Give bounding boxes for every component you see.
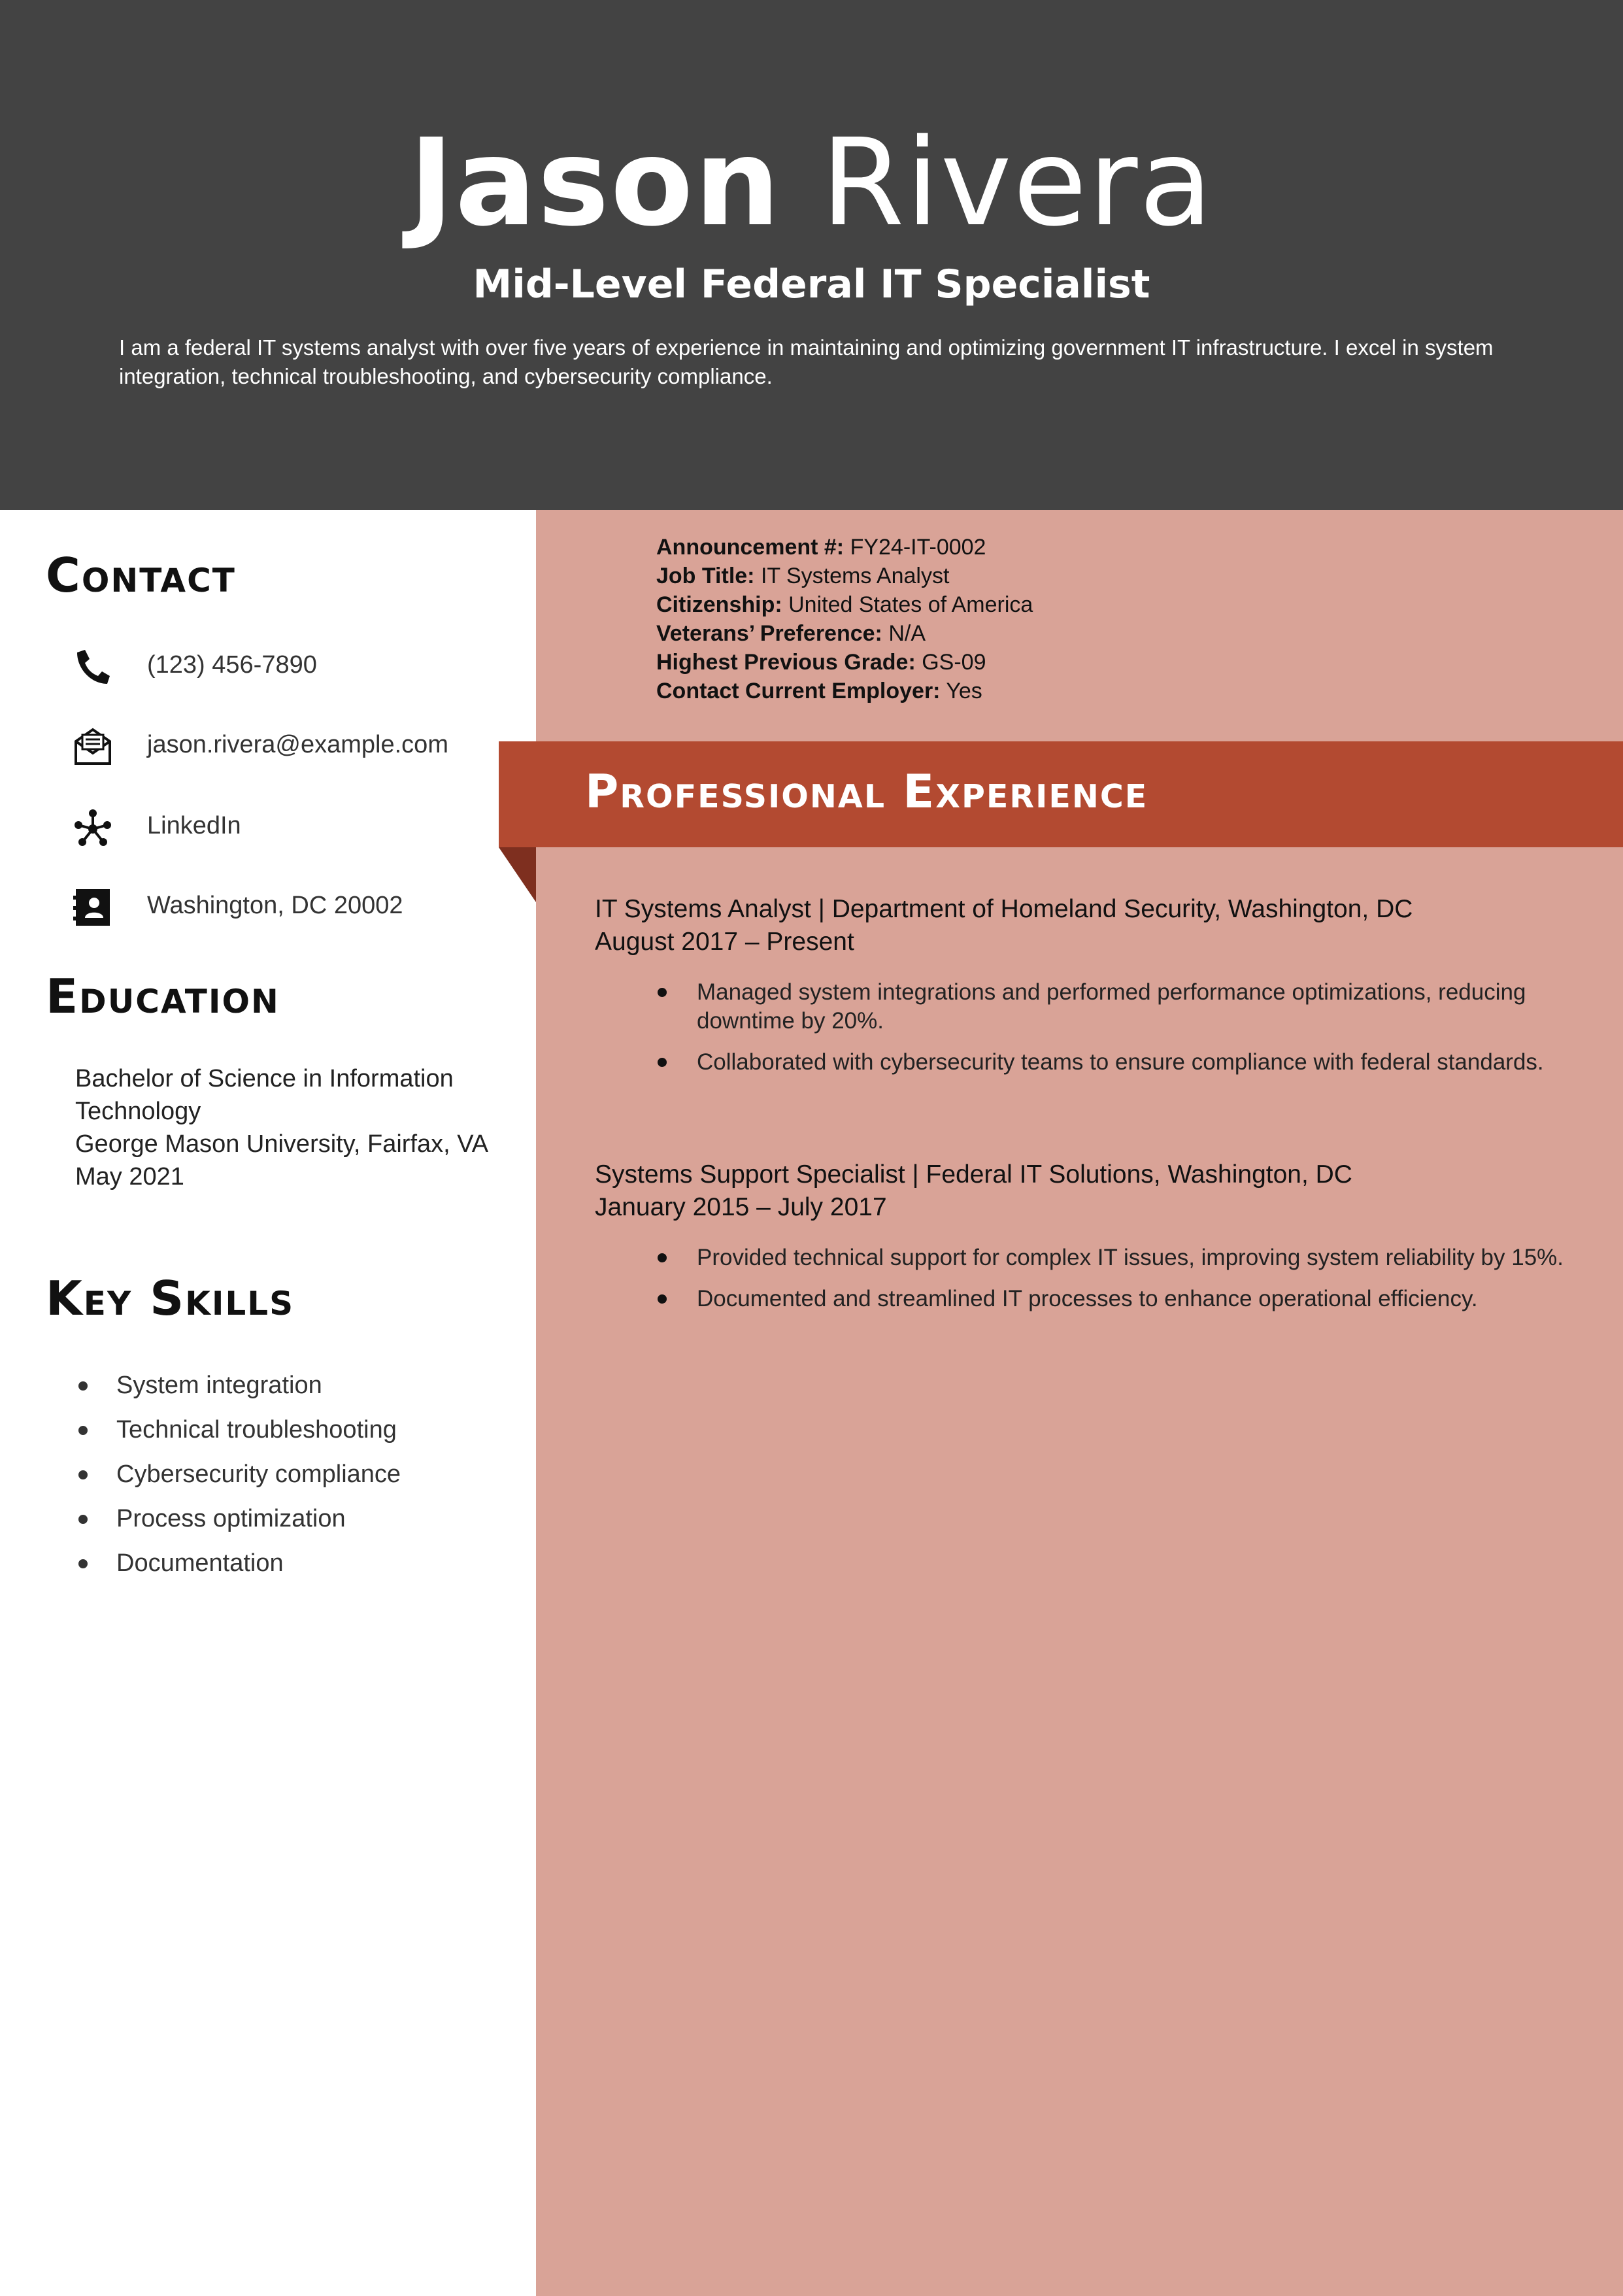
skills-heading: Key Skills: [46, 1271, 295, 1326]
grade-row: Highest Previous Grade: GS-09: [656, 650, 986, 675]
candidate-name: [0, 111, 1623, 255]
job-bullets: [595, 1243, 1588, 1313]
phone-text: (123) 456-7890: [147, 651, 317, 679]
education-entry: [75, 1062, 507, 1193]
skill-item: Documentation: [72, 1541, 401, 1585]
skills-list: [72, 1363, 401, 1585]
contact-employer-row: Contact Current Employer: Yes: [656, 679, 982, 703]
contact-heading: Contact: [46, 548, 236, 603]
skill-item: System integration: [72, 1363, 401, 1408]
summary: I am a federal IT systems analyst with over five years of experience in maintaining and optimizing government IT infrastructure. I excel in system integration, technical troubleshooting, and cybersecurity compliance.: [119, 335, 1494, 388]
job-title: IT Systems Analyst | Department of Homeland Security, Washington, DC: [595, 895, 1413, 923]
job-entry: [595, 1158, 1588, 1326]
job-entry: [595, 893, 1588, 1089]
banner-fold: [499, 847, 536, 902]
citizenship-row: Citizenship: United States of America: [656, 592, 1033, 617]
linkedin-link[interactable]: LinkedIn: [147, 812, 241, 839]
skill-item: Process optimization: [72, 1496, 401, 1541]
job-bullet: Managed system integrations and performed performance optimizations, reducing downtime by 20%.: [595, 978, 1588, 1036]
contact-phone: [72, 641, 529, 693]
experience-heading: Professional Experience: [585, 765, 1148, 819]
first-name: Jason: [409, 113, 782, 253]
education-date: May 2021: [75, 1163, 184, 1190]
last-name: Rivera: [820, 113, 1214, 253]
job-dates: August 2017 – Present: [595, 928, 854, 956]
announcement-row: Announcement #: FY24-IT-0002: [656, 535, 986, 560]
education-school: George Mason University, Fairfax, VA: [75, 1130, 489, 1158]
contact-email: [72, 720, 529, 773]
job-title: Systems Support Specialist | Federal IT Solutions, Washington, DC: [595, 1160, 1352, 1189]
job-dates: January 2015 – July 2017: [595, 1193, 887, 1221]
education-heading: Education: [46, 969, 280, 1024]
job-bullet: Collaborated with cybersecurity teams to ensure compliance with federal standards.: [595, 1048, 1588, 1077]
resume-header: [0, 0, 1623, 510]
phone-icon: [72, 646, 114, 688]
email-text: jason.rivera@example.com: [147, 731, 448, 758]
contact-linkedin: [72, 802, 529, 854]
education-degree: Bachelor of Science in Information Technology: [75, 1065, 454, 1125]
veterans-row: Veterans’ Preference: N/A: [656, 621, 926, 646]
job-title-row: Job Title: IT Systems Analyst: [656, 564, 950, 588]
skill-item: Cybersecurity compliance: [72, 1452, 401, 1496]
announcement-details: [656, 533, 1033, 705]
skill-item: Technical troubleshooting: [72, 1408, 401, 1452]
envelope-icon: [72, 726, 114, 768]
contact-card-icon: [72, 886, 114, 928]
job-bullets: [595, 978, 1588, 1077]
job-bullet: Provided technical support for complex IT issues, improving system reliability by 15%.: [595, 1243, 1588, 1272]
contact-address: [72, 881, 529, 934]
address-text: Washington, DC 20002: [147, 892, 403, 919]
network-icon: [72, 807, 114, 849]
headline: Mid-Level Federal IT Specialist: [473, 262, 1150, 307]
job-bullet: Documented and streamlined IT processes to enhance operational efficiency.: [595, 1285, 1588, 1313]
